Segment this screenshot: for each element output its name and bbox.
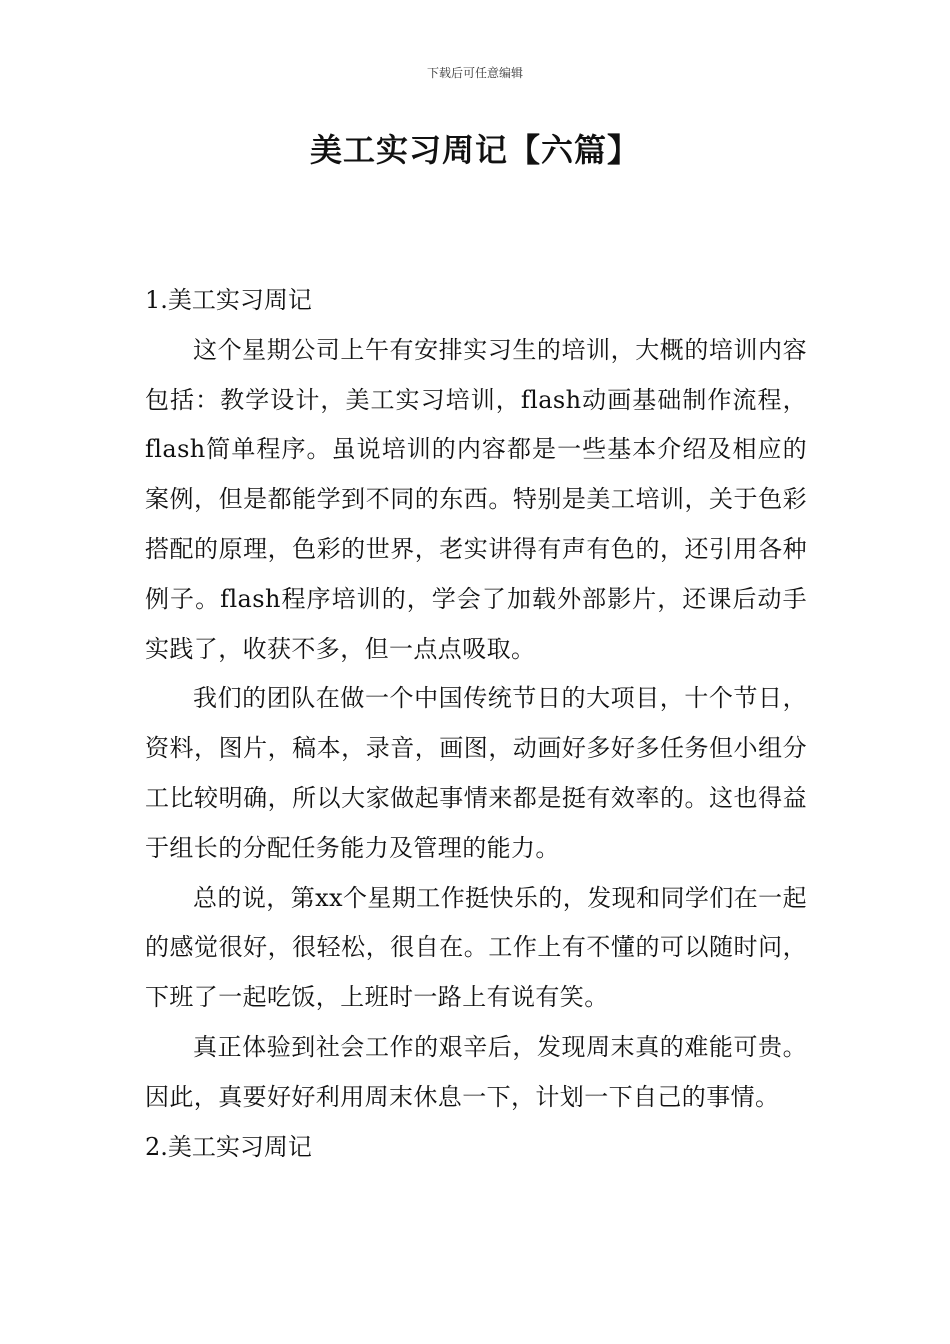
paragraph: 真正体验到社会工作的艰辛后，发现周末真的难能可贵。因此，真要好好利用周末休息一下，计划一下自己的事情。 bbox=[145, 1032, 807, 1111]
paragraph: 总的说，第xx个星期工作挺快乐的，发现和同学们在一起的感觉很好，很轻松，很自在。工作上有不懂的可以随时问，下班了一起吃饭，上班时一路上有说有笑。 bbox=[145, 883, 807, 1012]
header-note: 下载后可任意编辑 bbox=[426, 66, 523, 80]
section-1 bbox=[145, 276, 807, 1123]
section-heading: 1.美工实习周记 bbox=[145, 286, 312, 314]
section-2 bbox=[145, 1123, 807, 1173]
document-body bbox=[145, 276, 807, 1172]
paragraph: 我们的团队在做一个中国传统节日的大项目，十个节日，资料，图片，稿本，录音，画图，动画好多好多任务但小组分工比较明确，所以大家做起事情来都是挺有效率的。这也得益于组长的分配任务能力及管理的能力。 bbox=[145, 684, 807, 862]
paragraph: 这个星期公司上午有安排实习生的培训，大概的培训内容包括：教学设计，美工实习培训，flash动画基础制作流程，flash简单程序。虽说培训的内容都是一些基本介绍及相应的案例，但是都能学到不同的东西。特别是美工培训，关于色彩搭配的原理，色彩的世界，老实讲得有声有色的，还引用各种例子。flash程序培训的，学会了加载外部影片，还课后动手实践了，收获不多，但一点点吸取。 bbox=[145, 335, 807, 663]
document-title: 美工实习周记【六篇】 bbox=[309, 131, 640, 169]
section-heading: 2.美工实习周记 bbox=[145, 1132, 312, 1161]
